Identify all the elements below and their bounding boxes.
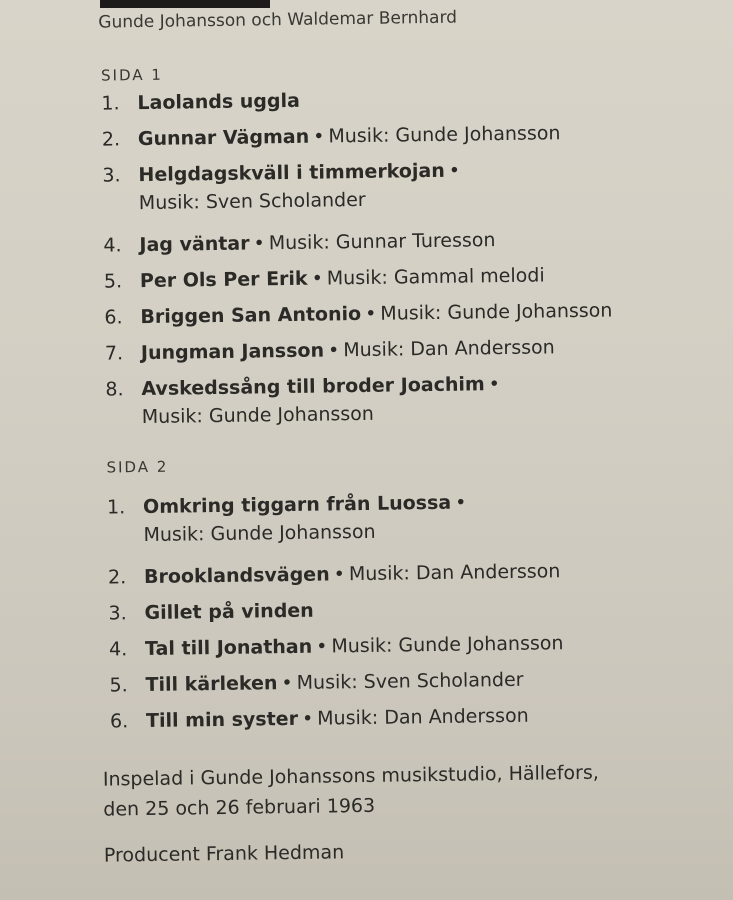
track-number: 3.: [108, 602, 127, 625]
separator-dot: •: [301, 707, 314, 730]
track-number: 1.: [101, 92, 120, 115]
side1-track-3: [102, 156, 464, 191]
side2-track-1: [107, 487, 471, 522]
track-music: Musik: Dan Andersson: [348, 560, 561, 586]
track-title: Till min syster: [145, 707, 299, 733]
separator-dot: •: [488, 373, 501, 396]
side1-track-5: [104, 260, 545, 296]
separator-dot: •: [333, 563, 346, 586]
track-number: 7.: [104, 342, 124, 365]
recording-line-2: den 25 och 26 februari 1963: [103, 794, 376, 821]
track-title: Gillet på vinden: [144, 599, 314, 625]
track-title: Tal till Jonathan: [144, 635, 313, 661]
track-title: Briggen San Antonio: [140, 302, 362, 329]
producer-credit: Producent Frank Hedman: [103, 841, 345, 867]
track-title: Till kärleken: [145, 672, 278, 697]
separator-dot: •: [281, 671, 293, 695]
track-title: Jungman Jansson: [140, 339, 325, 365]
side2-track-3: [108, 596, 314, 629]
separator-dot: •: [313, 125, 325, 148]
track-title: Brooklandsvägen: [143, 563, 330, 589]
separator-dot: •: [316, 635, 328, 658]
track-music: Musik: Gunde Johansson: [331, 632, 564, 658]
side1-track-8: [105, 369, 504, 405]
track-title: Helgdagskväll i timmerkojan: [138, 159, 445, 187]
track-number: 6.: [109, 710, 129, 733]
track-number: 2.: [101, 128, 121, 151]
recording-line-1: Inspelad i Gunde Johanssons musikstudio, Hällefors,: [102, 761, 600, 791]
side2-track-1-music: Musik: Gunde Johansson: [143, 520, 376, 547]
track-number: 5.: [109, 674, 128, 697]
credits-line: Gunde Johansson och Waldemar Bernhard: [98, 7, 458, 33]
track-music: Musik: Sven Scholander: [296, 668, 524, 694]
separator-dot: •: [253, 232, 265, 255]
side2-track-6: [110, 701, 529, 737]
track-music: Musik: Gammal melodi: [326, 264, 545, 290]
track-number: 6.: [104, 306, 123, 329]
side1-track-3-music: Musik: Sven Scholander: [138, 188, 366, 215]
track-number: 4.: [108, 638, 128, 661]
track-title: Avskedssång till broder Joachim: [141, 373, 485, 401]
track-number: 5.: [103, 270, 123, 293]
side2-track-4: [109, 628, 564, 664]
track-music: Musik: Gunnar Turesson: [268, 229, 496, 255]
side2-heading: SIDA 2: [106, 457, 169, 477]
track-music: Musik: Gunde Johansson: [380, 299, 613, 325]
track-number: 1.: [106, 496, 126, 519]
separator-dot: •: [327, 339, 340, 362]
side2-track-5: [109, 665, 523, 701]
side1-track-6: [104, 295, 612, 332]
side1-heading: SIDA 1: [100, 65, 163, 85]
separator-dot: •: [448, 159, 461, 182]
separator-dot: •: [454, 491, 467, 514]
side1-track-7: [105, 332, 555, 368]
track-title: Jag väntar: [139, 232, 250, 257]
track-number: 2.: [107, 566, 127, 589]
track-title: Omkring tiggarn från Luossa: [142, 491, 452, 519]
track-music: Musik: Gunde Johansson: [328, 122, 561, 148]
separator-dot: •: [364, 302, 377, 325]
track-number: 3.: [102, 164, 121, 187]
track-number: 8.: [105, 378, 124, 401]
side1-track-1: [101, 86, 300, 119]
track-music: Musik: Dan Andersson: [343, 336, 555, 362]
track-music: Musik: Dan Andersson: [317, 704, 529, 730]
track-number: 4.: [103, 234, 122, 257]
separator-dot: •: [311, 267, 323, 290]
side1-track-8-music: Musik: Gunde Johansson: [141, 402, 375, 429]
side2-track-2: [108, 556, 561, 592]
track-title: Per Ols Per Erik: [139, 267, 308, 293]
side1-track-2: [102, 118, 561, 154]
track-title: Laolands uggla: [137, 89, 301, 115]
side1-track-4: [103, 225, 495, 260]
track-title: Gunnar Vägman: [137, 125, 310, 151]
